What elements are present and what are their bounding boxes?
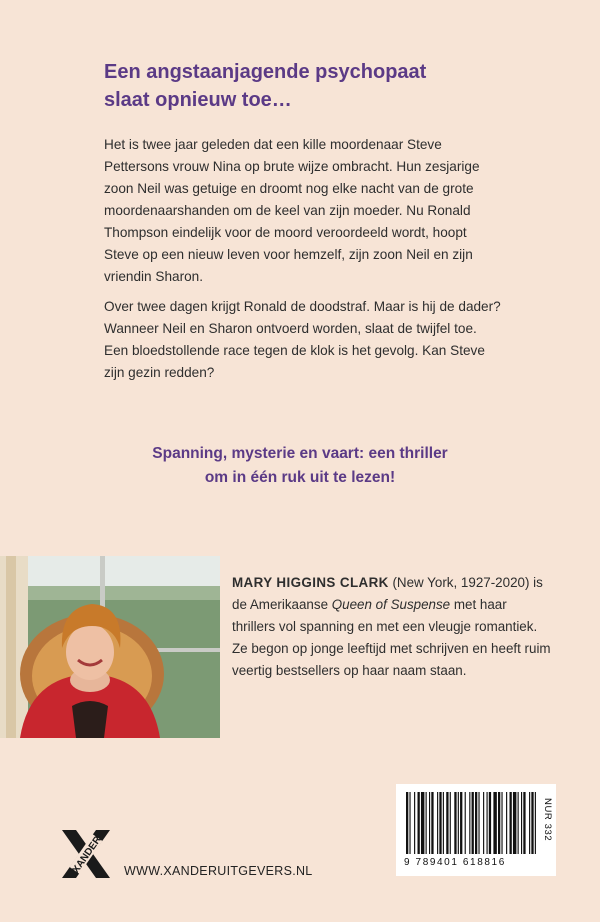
barcode-bar [429, 792, 430, 854]
author-bio-emphasis: Queen of Suspense [331, 597, 451, 612]
author-bio-text-2: met haar thrillers vol spanning en met een vleugje romantiek. Ze begon op jonge leeftijd met schrijven en heeft ruim veertig bestsellers op haar naam staan. [232, 597, 551, 678]
author-bio [232, 572, 552, 682]
barcode-bar [518, 792, 519, 854]
author-photo [0, 556, 220, 738]
barcode-bar [529, 792, 530, 854]
isbn-number: 9 789401 618816 [404, 857, 506, 868]
barcode-bar [421, 792, 424, 854]
synopsis-paragraph-1: Het is twee jaar geleden dat een kille moordenaar Steve Pettersons vrouw Nina op brute wijze ombracht. Hun zesjarige zoon Neil was getuige en droomt nog elke nacht van de grote moordenaarshanden om de keel van zijn moeder. Nu Ronald Thompson eindelijk voor de moord veroordeeld wordt, hoopt Steve op een nieuw leven voor hemzelf, zijn zoon Neil en zijn vriendin Sharon. [104, 137, 480, 284]
nur-code: NUR 332 [542, 798, 553, 842]
barcode-bar [493, 792, 496, 854]
barcode-bar [431, 792, 433, 854]
barcode-bar [535, 792, 536, 854]
barcode-bar [475, 792, 477, 854]
xander-x-logo [60, 828, 112, 880]
headline [104, 58, 524, 114]
barcode [396, 784, 556, 876]
barcode-bar [506, 792, 507, 854]
xander-logo [60, 828, 112, 880]
barcode-bar [472, 792, 474, 854]
barcode-bar [443, 792, 444, 854]
headline-line-1: Een angstaanjagende psychopaat [104, 61, 427, 83]
barcode-bar [460, 792, 462, 854]
tagline [60, 442, 540, 490]
tagline-line-2: om in één ruk uit te lezen! [204, 469, 396, 486]
barcode-bar [513, 792, 516, 854]
author-name: MARY HIGGINS CLARK [232, 575, 389, 590]
barcode-bars [404, 792, 538, 856]
barcode-bar [487, 792, 488, 854]
barcode-bar [446, 792, 448, 854]
tagline-line-1: Spanning, mysterie en vaart: een thriller [152, 445, 448, 462]
barcode-bar [418, 792, 420, 854]
barcode-bar [523, 792, 525, 854]
barcode-bar [465, 792, 466, 854]
author-portrait-photo [0, 556, 220, 738]
barcode-bar [521, 792, 522, 854]
headline-line-2: slaat opnieuw toe… [104, 89, 292, 111]
barcode-bar [450, 792, 451, 854]
barcode-bar [469, 792, 470, 854]
barcode-bar [439, 792, 441, 854]
barcode-bar [531, 792, 533, 854]
barcode-bar [501, 792, 502, 854]
author-bio-text-1: (New York, 1927-2020) is de Amerikaanse [232, 575, 543, 612]
barcode-bar [458, 792, 459, 854]
barcode-bar [510, 792, 512, 854]
barcode-bar [498, 792, 500, 854]
publisher-website: WWW.XANDERUITGEVERS.NL [124, 864, 313, 878]
barcode-bar [437, 792, 438, 854]
barcode-bar [426, 792, 427, 854]
synopsis-paragraph-2: Over twee dagen krijgt Ronald de doodstraf. Maar is hij de dader? Wanneer Neil en Sharon ontvoerd worden, slaat de twijfel toe. Een bloedstollende race tegen de klok is het gevolg. Kan Steve zijn gezin redden? [104, 299, 501, 380]
barcode-bar [489, 792, 491, 854]
barcode-bar [483, 792, 484, 854]
logo-text: XANDER [70, 834, 104, 876]
barcode-bar [454, 792, 456, 854]
barcode-bar [414, 792, 415, 854]
barcode-bar [478, 792, 479, 854]
barcode-bar [406, 792, 408, 854]
barcode-bar [409, 792, 410, 854]
